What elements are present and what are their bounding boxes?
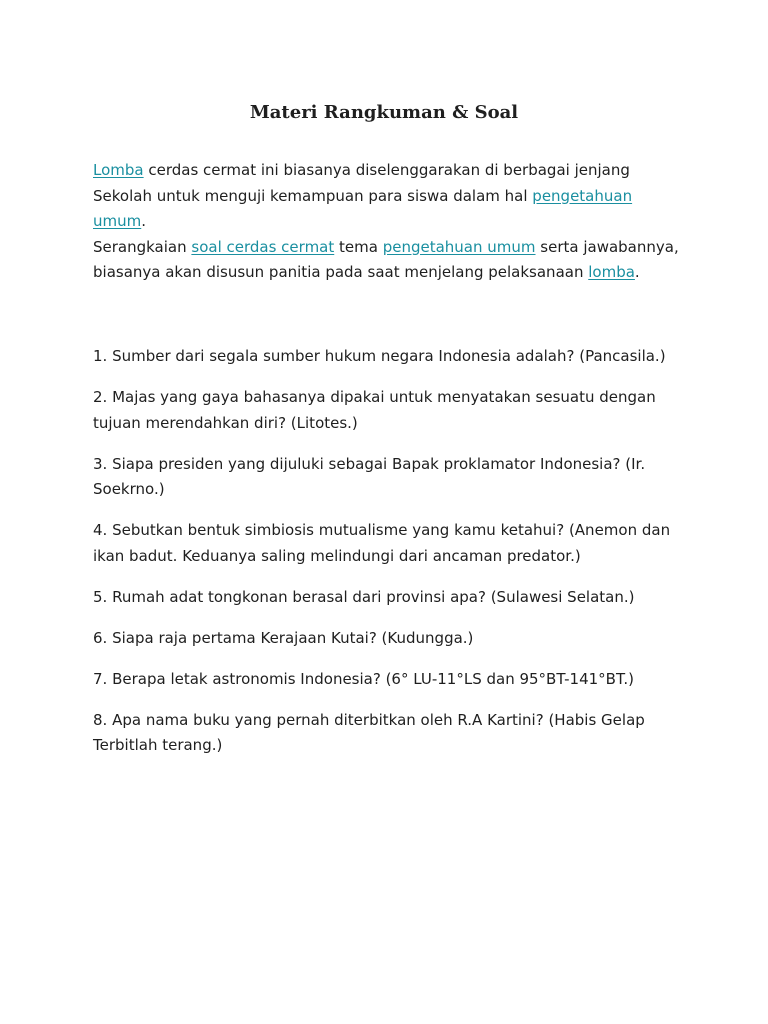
intro-section	[93, 158, 683, 286]
link-soal-cerdas-cermat[interactable]: soal cerdas cermat	[191, 237, 335, 256]
question-item: 5. Rumah adat tongkonan berasal dari provinsi apa? (Sulawesi Selatan.)	[93, 587, 635, 606]
question-item: 7. Berapa letak astronomis Indonesia? (6° LU-11°LS dan 95°BT-141°BT.)	[93, 669, 634, 688]
intro-text: serta jawabannya, biasanya akan disusun panitia pada saat menjelang pelaksanaan	[93, 237, 679, 281]
question-item: 2. Majas yang gaya bahasanya dipakai untuk menyatakan sesuatu dengan tujuan merendahkan diri? (Litotes.)	[93, 388, 656, 432]
intro-text: cerdas cermat ini biasanya diselenggarakan di berbagai jenjang Sekolah untuk menguji kemampuan para siswa dalam hal	[93, 161, 630, 205]
intro-paragraph-2	[93, 235, 683, 286]
question-item: 3. Siapa presiden yang dijuluki sebagai Bapak proklamator Indonesia? (Ir. Soekrno.)	[93, 454, 646, 498]
intro-paragraph-1	[93, 158, 683, 235]
intro-text: .	[141, 212, 147, 230]
intro-text: .	[634, 263, 640, 281]
question-list	[93, 344, 683, 774]
link-pengetahuan-umum[interactable]: pengetahuan umum	[93, 186, 633, 230]
link-lomba[interactable]: Lomba	[93, 161, 144, 179]
link-pengetahuan-umum-2[interactable]: pengetahuan umum	[382, 237, 536, 256]
intro-text: Serangkaian	[93, 237, 192, 256]
question-item: 1. Sumber dari segala sumber hukum negara Indonesia adalah? (Pancasila.)	[93, 347, 666, 365]
intro-text: tema	[334, 237, 383, 256]
link-lomba-2[interactable]: lomba	[588, 263, 635, 281]
question-item: 8. Apa nama buku yang pernah diterbitkan oleh R.A Kartini? (Habis Gelap Terbitlah terang.)	[93, 710, 645, 754]
page-title: Materi Rangkuman & Soal	[249, 102, 519, 123]
question-item: 4. Sebutkan bentuk simbiosis mutualisme yang kamu ketahui? (Anemon dan ikan badut. Keduanya saling melindungi dari ancaman predator.)	[93, 521, 671, 565]
question-item: 6. Siapa raja pertama Kerajaan Kutai? (Kudungga.)	[93, 628, 474, 647]
